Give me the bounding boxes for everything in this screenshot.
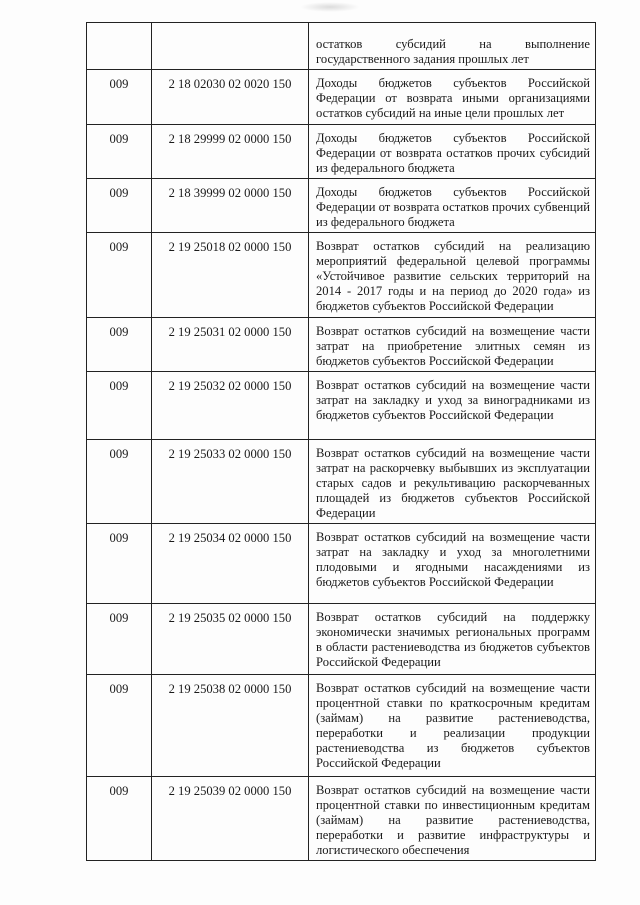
description-text: Возврат остатков субсидий на возмещение части процентной ставки по краткосрочным кредитам (займам) на развитие растениеводства, переработки и реализации продукции растениеводства из бюджетов субъектов Российской Федерации [316,681,590,770]
table-row [87,604,596,675]
description-text: Возврат остатков субсидий на возмещение части затрат на закладку и уход за многолетними плодовыми и ягодными насаждениями из бюджетов субъектов Российской Федерации [316,530,590,589]
table-row [87,777,596,861]
description-cell [309,524,596,604]
table-row [87,70,596,125]
table-row [87,233,596,318]
table-row [87,524,596,604]
admin-code-cell: 009 [87,675,152,777]
table-row [87,318,596,372]
budget-code-cell: 2 19 25039 02 0000 150 [152,777,309,861]
description-cell [309,675,596,777]
budget-code-cell: 2 18 29999 02 0000 150 [152,125,309,179]
table-row [87,125,596,179]
description-text: Возврат остатков субсидий на поддержку экономически значимых региональных программ в области растениеводства из бюджетов субъектов Российской Федерации [316,610,590,669]
budget-code-cell: 2 18 02030 02 0020 150 [152,70,309,125]
budget-code-cell: 2 19 25038 02 0000 150 [152,675,309,777]
description-cell [309,604,596,675]
description-cell [309,777,596,861]
description-cell [309,179,596,233]
description-text: остатков субсидий на выполнение государственного задания прошлых лет [316,37,590,66]
admin-code-cell: 009 [87,440,152,524]
description-cell [309,233,596,318]
description-text: Доходы бюджетов субъектов Российской Федерации от возврата иными организациями остатков субсидий на иные цели прошлых лет [316,76,590,120]
description-text: Доходы бюджетов субъектов Российской Федерации от возврата остатков прочих субсидий из федерального бюджета [316,131,590,175]
description-text: Доходы бюджетов субъектов Российской Федерации от возврата остатков прочих субвенций из федерального бюджета [316,185,590,229]
table-row [87,372,596,440]
table-row [87,675,596,777]
description-cell [309,372,596,440]
admin-code-cell: 009 [87,125,152,179]
description-cell [309,125,596,179]
description-text: Возврат остатков субсидий на возмещение части затрат на раскорчевку выбывших из эксплуатации старых садов и рекультивацию раскорчеванных площадей из бюджетов субъектов Российской Федерации [316,446,590,520]
table-row [87,179,596,233]
budget-code-cell: 2 19 25018 02 0000 150 [152,233,309,318]
description-cell [309,440,596,524]
description-cell [309,23,596,70]
budget-code-cell: 2 19 25035 02 0000 150 [152,604,309,675]
budget-code-cell: 2 19 25034 02 0000 150 [152,524,309,604]
admin-code-cell [87,23,152,70]
scan-smudge [300,2,360,12]
admin-code-cell: 009 [87,233,152,318]
description-cell [309,318,596,372]
budget-code-cell [152,23,309,70]
admin-code-cell: 009 [87,372,152,440]
budget-classification-table [86,22,596,861]
table-row [87,23,596,70]
budget-code-cell: 2 19 25032 02 0000 150 [152,372,309,440]
admin-code-cell: 009 [87,604,152,675]
description-text: Возврат остатков субсидий на возмещение части затрат на закладку и уход за виноградниками из бюджетов субъектов Российской Федерации [316,378,590,422]
admin-code-cell: 009 [87,70,152,125]
budget-code-cell: 2 19 25031 02 0000 150 [152,318,309,372]
budget-code-cell: 2 19 25033 02 0000 150 [152,440,309,524]
admin-code-cell: 009 [87,318,152,372]
admin-code-cell: 009 [87,179,152,233]
description-text: Возврат остатков субсидий на возмещение части затрат на приобретение элитных семян из бюджетов субъектов Российской Федерации [316,324,590,368]
description-cell [309,70,596,125]
admin-code-cell: 009 [87,777,152,861]
admin-code-cell: 009 [87,524,152,604]
description-text: Возврат остатков субсидий на реализацию мероприятий федеральной целевой программы «Устойчивое развитие сельских территорий на 2014 - 2017 годы и на период до 2020 года» из бюджетов субъектов Российской Федерации [316,239,590,313]
description-text: Возврат остатков субсидий на возмещение части процентной ставки по инвестиционным кредитам (займам) на развитие растениеводства, переработки и развитие инфраструктуры и логистического обеспечения [316,783,590,857]
budget-code-cell: 2 18 39999 02 0000 150 [152,179,309,233]
table-row [87,440,596,524]
